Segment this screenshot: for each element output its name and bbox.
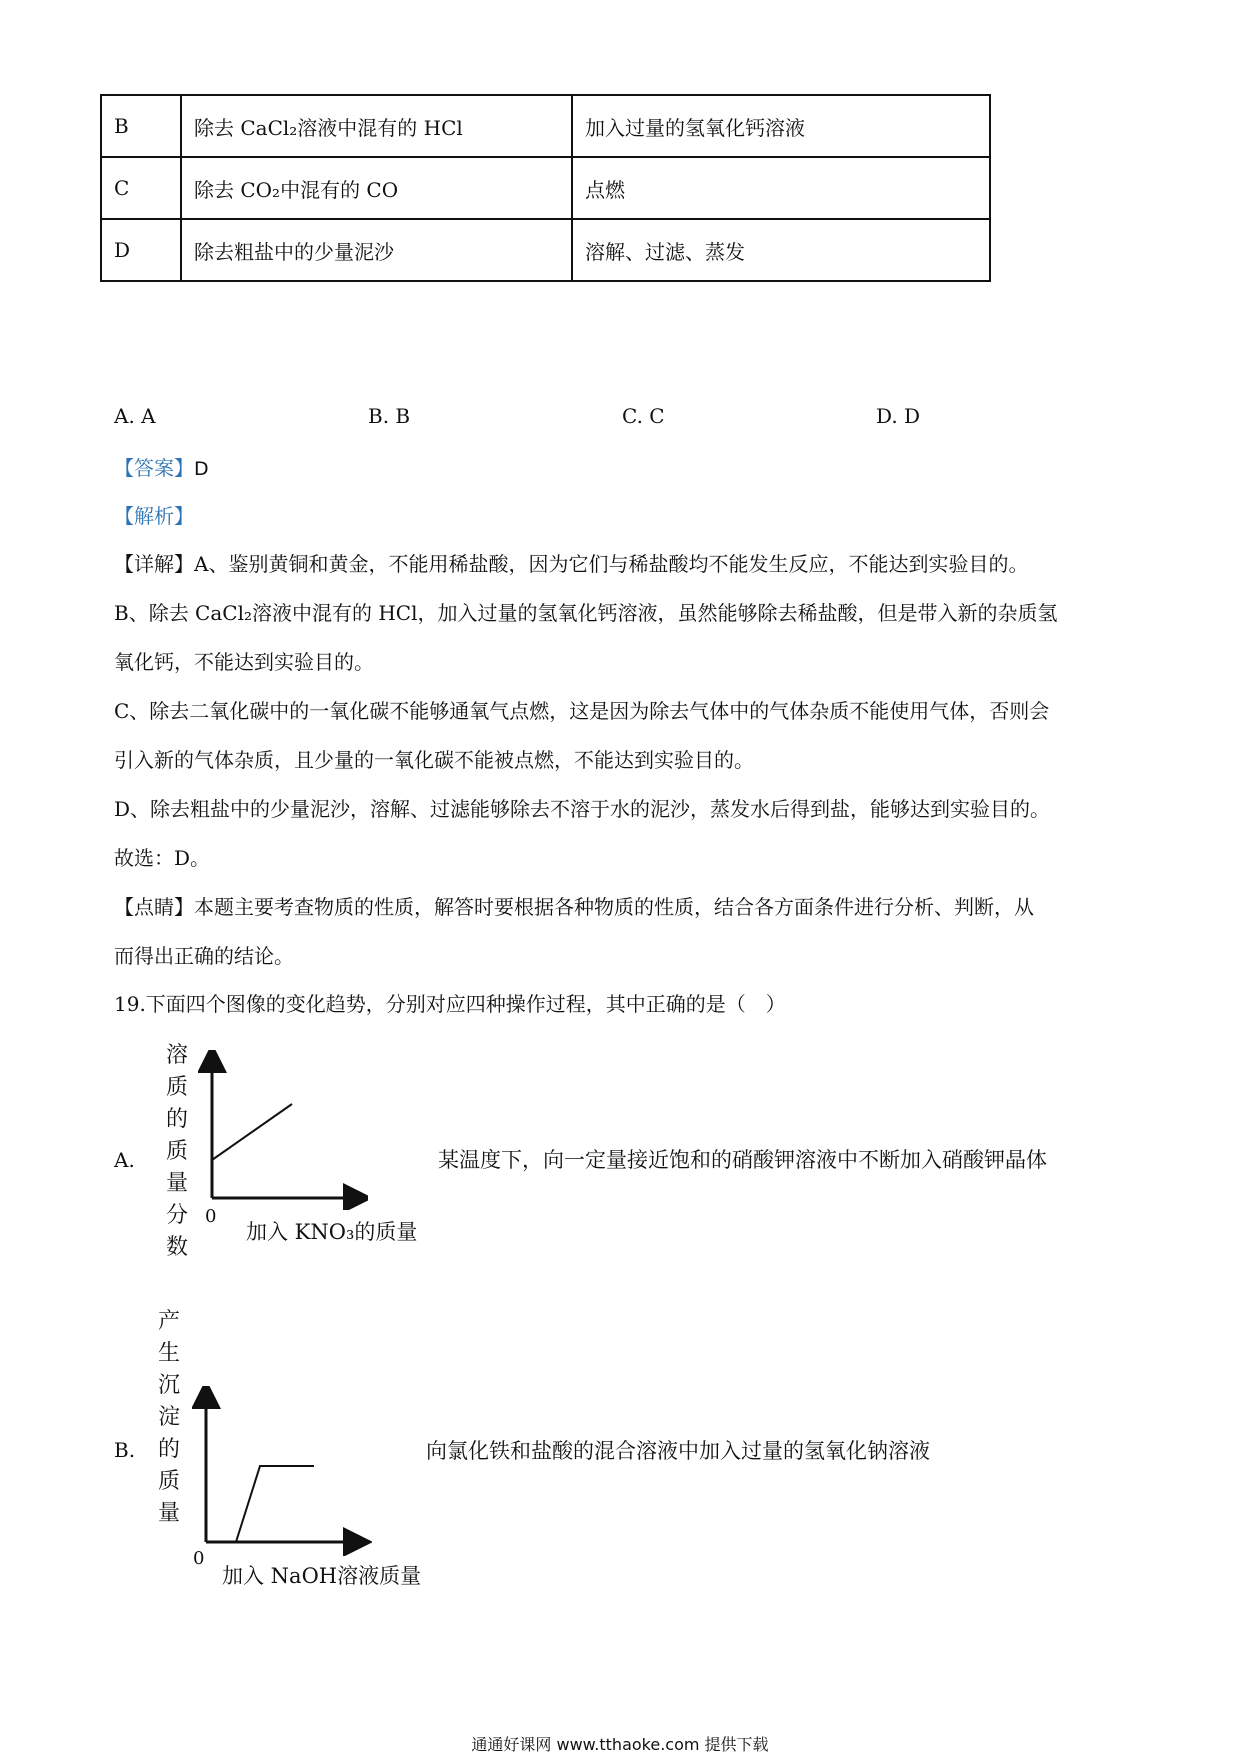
row-purpose: 除去 CaCl₂溶液中混有的 HCl xyxy=(181,95,572,157)
graph-a-axes xyxy=(198,1050,368,1210)
row-method: 溶解、过滤、蒸发 xyxy=(572,219,990,281)
answer-tag: 【答案】 xyxy=(114,456,194,480)
ylabel-char: 产 xyxy=(157,1309,180,1334)
footer-text: 通通好课网 www.tthaoke.com 提供下载 xyxy=(471,1735,769,1754)
row-label: D xyxy=(101,219,181,281)
ylabel-char: 的 xyxy=(157,1437,180,1462)
detail-p3b: 引入新的气体杂质，且少量的一氧化碳不能被点燃，不能达到实验目的。 xyxy=(114,748,754,772)
point-text: 本题主要考查物质的性质，解答时要根据各种物质的性质，结合各方面条件进行分析、判断，从 xyxy=(194,895,1034,919)
graph-a-line xyxy=(212,1104,292,1160)
detail-p5: 故选：D。 xyxy=(114,846,211,870)
ylabel-char: 溶 xyxy=(165,1043,188,1068)
analysis-tag: 【解析】 xyxy=(114,504,194,528)
ylabel-char: 质 xyxy=(165,1139,188,1164)
ylabel-char: 数 xyxy=(165,1235,188,1260)
row-method: 加入过量的氢氧化钙溶液 xyxy=(572,95,990,157)
graph-b-ylabel xyxy=(156,1306,182,1530)
graph-a-description: 某温度下，向一定量接近饱和的硝酸钾溶液中不断加入硝酸钾晶体 xyxy=(438,1148,1047,1172)
graph-b-xlabel: 加入 NaOH溶液质量 xyxy=(222,1564,422,1588)
ylabel-char: 的 xyxy=(165,1107,188,1132)
graph-b-origin: 0 xyxy=(193,1548,205,1569)
options-table xyxy=(100,94,991,282)
detail-p2a: B、除去 CaCl₂溶液中混有的 HCl，加入过量的氢氧化钙溶液，虽然能够除去稀盐酸，但是带入新的杂质氢 xyxy=(114,601,1058,625)
graph-a-option: A. xyxy=(114,1148,135,1172)
row-label: C xyxy=(101,157,181,219)
row-method: 点燃 xyxy=(572,157,990,219)
choice-b: B. B xyxy=(368,404,411,428)
graph-a-ylabel xyxy=(164,1040,190,1264)
ylabel-char: 分 xyxy=(165,1203,188,1228)
analysis-line xyxy=(114,492,1134,541)
graph-b-line xyxy=(236,1466,314,1542)
choice-d: D. D xyxy=(876,404,921,428)
choice-a: A. A xyxy=(114,404,156,428)
row-purpose: 除去 CO₂中混有的 CO xyxy=(181,157,572,219)
detail-text: A、鉴别黄铜和黄金，不能用稀盐酸，因为它们与稀盐酸均不能发生反应，不能达到实验目的。 xyxy=(194,552,1029,576)
ylabel-char: 量 xyxy=(157,1501,180,1526)
graph-a-xlabel: 加入 KNO₃的质量 xyxy=(246,1220,418,1244)
graph-b-axes xyxy=(192,1386,372,1556)
answer-line xyxy=(114,444,1134,494)
point-line-2: 而得出正确的结论。 xyxy=(114,944,294,968)
graph-b-option: B. xyxy=(114,1438,136,1462)
point-tag: 【点睛】 xyxy=(114,895,194,919)
row-label: B xyxy=(101,95,181,157)
point-line-1 xyxy=(114,883,1134,932)
question-19: 19.下面四个图像的变化趋势，分别对应四种操作过程，其中正确的是（ ） xyxy=(114,992,786,1016)
ylabel-char: 质 xyxy=(165,1075,188,1100)
ylabel-char: 沉 xyxy=(157,1373,180,1398)
choice-c: C. C xyxy=(622,404,665,428)
graph-a-origin: 0 xyxy=(205,1206,217,1227)
answer-value: D xyxy=(194,458,209,480)
ylabel-char: 质 xyxy=(157,1469,180,1494)
detail-p2b: 氧化钙，不能达到实验目的。 xyxy=(114,650,374,674)
table-row xyxy=(101,157,990,219)
row-purpose: 除去粗盐中的少量泥沙 xyxy=(181,219,572,281)
table-row xyxy=(101,95,990,157)
detail-p3a: C、除去二氧化碳中的一氧化碳不能够通氧气点燃，这是因为除去气体中的气体杂质不能使用气体，否则会 xyxy=(114,699,1050,723)
detail-p1 xyxy=(114,540,1134,589)
ylabel-char: 量 xyxy=(165,1171,188,1196)
table-row xyxy=(101,219,990,281)
graph-b-description: 向氯化铁和盐酸的混合溶液中加入过量的氢氧化钠溶液 xyxy=(426,1439,930,1463)
ylabel-char: 淀 xyxy=(157,1405,180,1430)
ylabel-char: 生 xyxy=(157,1341,180,1366)
detail-tag: 【详解】 xyxy=(114,552,194,576)
detail-p4: D、除去粗盐中的少量泥沙，溶解、过滤能够除去不溶于水的泥沙，蒸发水后得到盐，能够达到实验目的。 xyxy=(114,797,1051,821)
